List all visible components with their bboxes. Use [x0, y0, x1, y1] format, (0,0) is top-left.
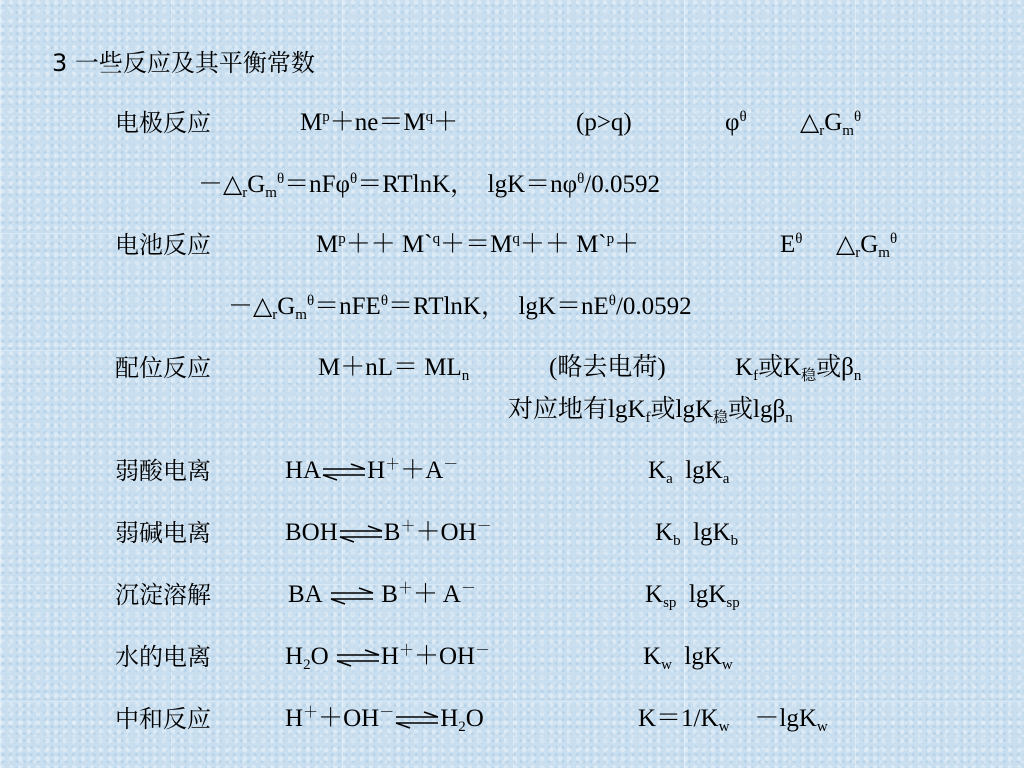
cell-equation: $M^p++$ $M`^q+=M^q++$ M`$^p$＋ — [316, 231, 640, 258]
slide-title: 3 一些反应及其平衡常数 — [52, 49, 315, 77]
electrode-condition: (p>q) — [576, 109, 632, 136]
weak-acid-constants: $K_a$ lgK$_a$ — [648, 457, 730, 487]
water-label: 水的电离 — [115, 643, 211, 671]
cell-E: $E^\theta$ — [780, 231, 803, 258]
weak-base-label: 弱碱电离 — [115, 519, 211, 547]
water-constants: $K_w$ lgK$_w$ — [643, 643, 733, 673]
precipitation-constants: $K_{sp}$ lgK$_{sp}$ — [645, 581, 740, 611]
cell-gibbs: $\triangle_rG_m^\theta$ — [836, 231, 898, 261]
complex-note: (略去电荷) — [549, 354, 666, 381]
weak-base-constants: $K_b$ lgK$_b$ — [655, 519, 739, 549]
neutral-equation: H＋＋OH－ $H_2O$ — [285, 705, 484, 735]
weak-acid-label: 弱酸电离 — [115, 457, 211, 485]
electrode-relation: $-\triangle_rG_m^\theta=nF\varphi^\theta=RTlnK$， $\lg K=n\varphi^\theta/0.0592$ — [198, 171, 660, 201]
electrode-label: 电极反应 — [115, 109, 211, 137]
weak-acid-equation: HA H＋＋A－ — [285, 457, 459, 484]
weak-base-equation: BOH B＋＋OH－ — [285, 519, 492, 546]
water-equation: $H_2O$ H＋＋OH－ — [285, 643, 491, 673]
electrode-equation: $M^p+ne=M^q+$ — [300, 109, 459, 136]
complex-label: 配位反应 — [115, 354, 211, 382]
electrode-gibbs: $\triangle_rG_m^\theta$ — [800, 109, 862, 139]
neutral-label: 中和反应 — [115, 705, 211, 733]
equilibrium-arrow-icon — [321, 462, 367, 482]
equilibrium-arrow-icon — [338, 524, 384, 544]
electrode-phi: $\varphi^\theta$ — [725, 109, 747, 136]
equilibrium-arrow-icon — [335, 648, 381, 668]
precipitation-equation: BA B＋＋ A－ — [288, 581, 476, 608]
cell-relation: $-\triangle_rG_m^\theta=nFE^\theta=RTlnK$， $\lg K=nE^\theta/0.0592$ — [228, 293, 692, 323]
neutral-constants: $K=1/K_w$ －lgK$_w$ — [638, 705, 828, 735]
cell-label: 电池反应 — [115, 231, 211, 259]
precipitation-label: 沉淀溶解 — [115, 581, 211, 609]
complex-log-constants: 对应地有lgK$_f$或lgK$_稳$或lgβ$_n$ — [508, 396, 793, 426]
equilibrium-arrow-icon — [394, 710, 440, 730]
complex-equation: $M+nL= ML_n$ — [318, 354, 470, 384]
complex-constants: $K_f$或$K_稳$或$\beta_n$ — [735, 354, 862, 384]
equilibrium-arrow-icon — [329, 586, 375, 606]
